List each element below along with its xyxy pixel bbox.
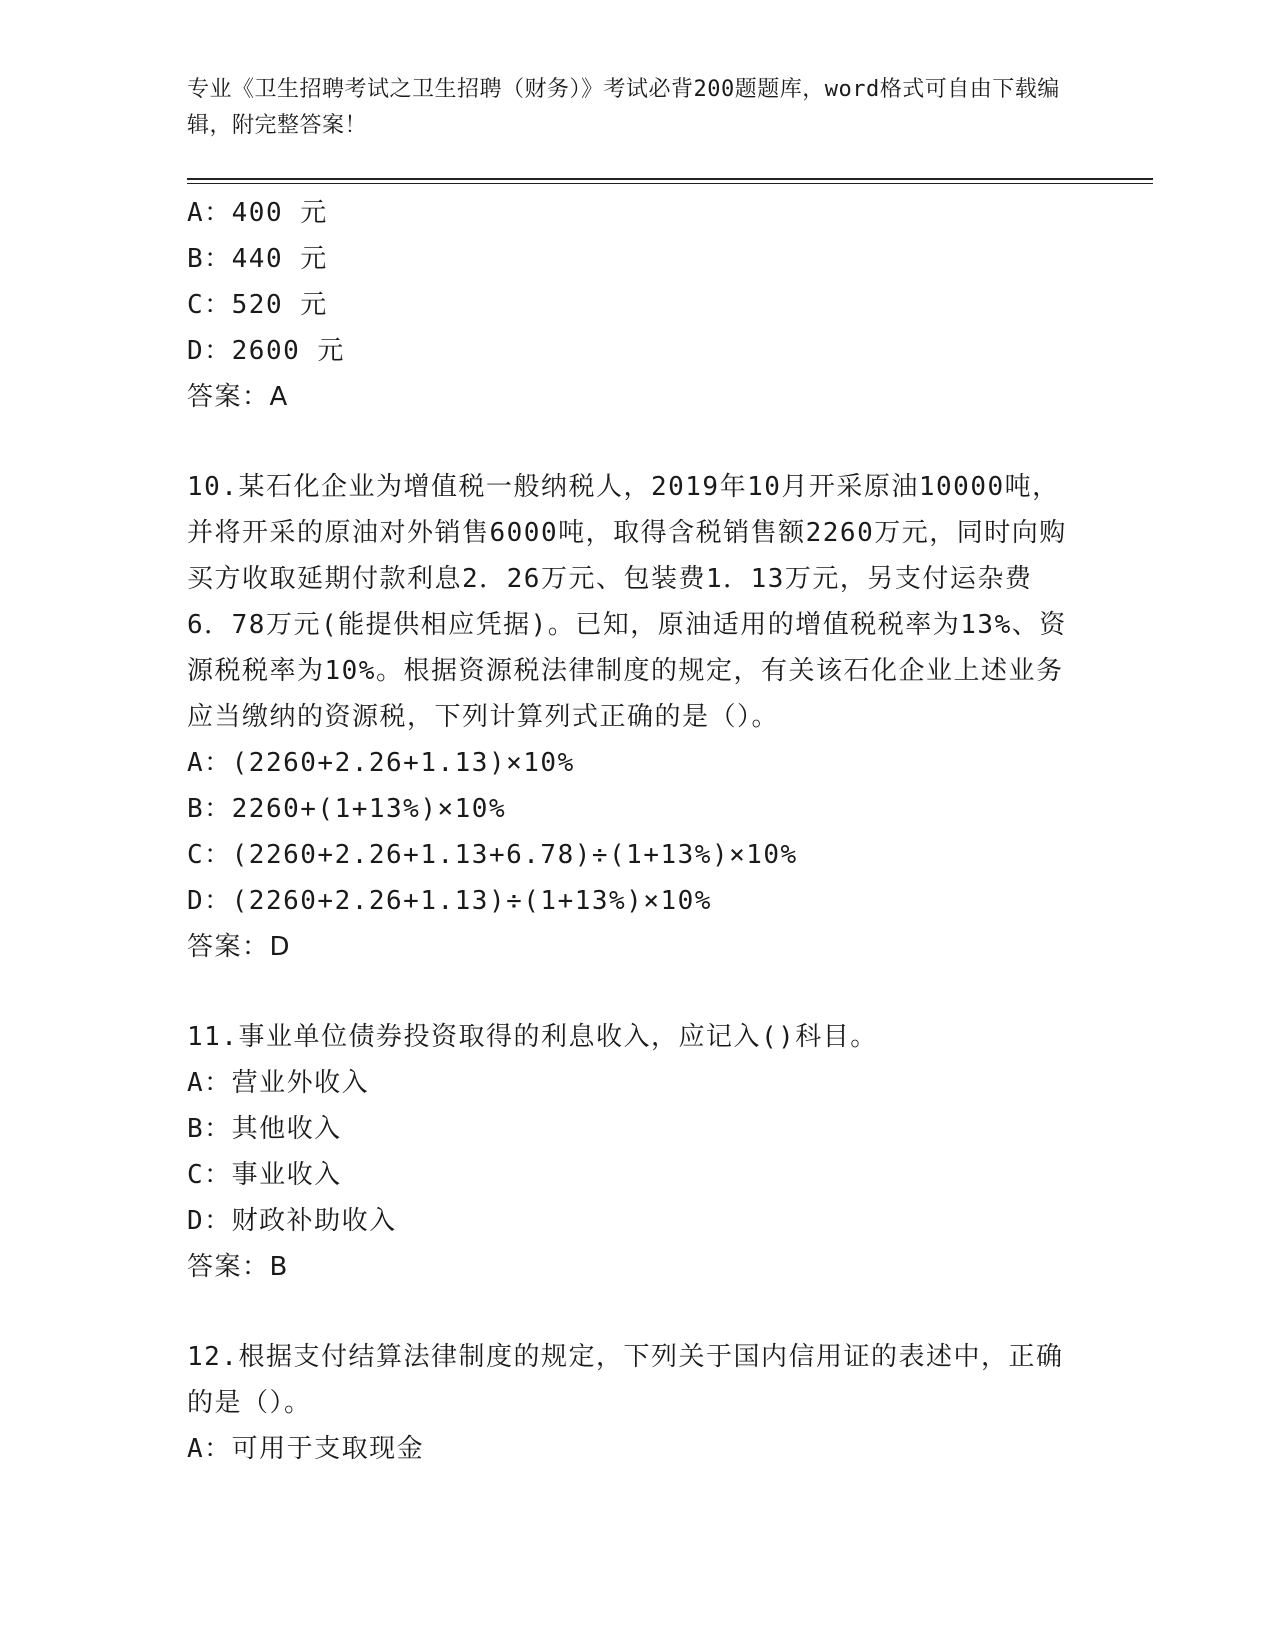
- header-rule-thin: [187, 183, 1153, 184]
- option-d: D：(2260+2.26+1.13)÷(1+13%)×10%: [187, 886, 712, 916]
- question-stem: 10.某石化企业为增值税一般纳税人，2019年10月开采原油10000吨，并将开采的原油对外销售6000吨，取得含税销售额2260万元，同时向购买方收取延期付款利息2．26万元、包装费1．13万元，另支付运杂费6．78万元(能提供相应凭据)。已知，原油适用的增值税税率为13%、资源税税率为10%。根据资源税法律制度的规定，有关该石化企业上述业务应当缴纳的资源税，下列计算列式正确的是（）。: [187, 472, 1067, 732]
- option-d: D：财政补助收入: [187, 1206, 397, 1236]
- option-c: C：520 元: [187, 290, 328, 320]
- question-9: [187, 190, 1087, 420]
- question-10: [187, 464, 1087, 970]
- question-12: [187, 1334, 1087, 1472]
- option-b: B：其他收入: [187, 1114, 342, 1144]
- option-a: A：(2260+2.26+1.13)×10%: [187, 748, 575, 778]
- option-b: B：2260+(1+13%)×10%: [187, 794, 507, 824]
- document-header: 专业《卫生招聘考试之卫生招聘（财务）》考试必背200题题库，word格式可自由下载编辑，附完整答案！: [187, 77, 1060, 138]
- question-11: [187, 1014, 1087, 1290]
- question-stem: 12.根据支付结算法律制度的规定，下列关于国内信用证的表述中，正确的是（）。: [187, 1342, 1064, 1418]
- option-b: B：440 元: [187, 244, 328, 274]
- option-a: A：400 元: [187, 198, 328, 228]
- option-d: D：2600 元: [187, 336, 345, 366]
- option-c: C：事业收入: [187, 1160, 342, 1190]
- question-content: [187, 190, 1087, 1472]
- option-a: A：可用于支取现金: [187, 1434, 425, 1464]
- answer-line: 答案：B: [187, 1252, 289, 1282]
- option-c: C：(2260+2.26+1.13+6.78)÷(1+13%)×10%: [187, 840, 798, 870]
- header-rule-thick: [187, 178, 1153, 180]
- answer-line: 答案：D: [187, 932, 292, 962]
- option-a: A：营业外收入: [187, 1068, 370, 1098]
- question-stem: 11.事业单位债券投资取得的利息收入，应记入()科目。: [187, 1022, 878, 1052]
- answer-line: 答案：A: [187, 382, 289, 412]
